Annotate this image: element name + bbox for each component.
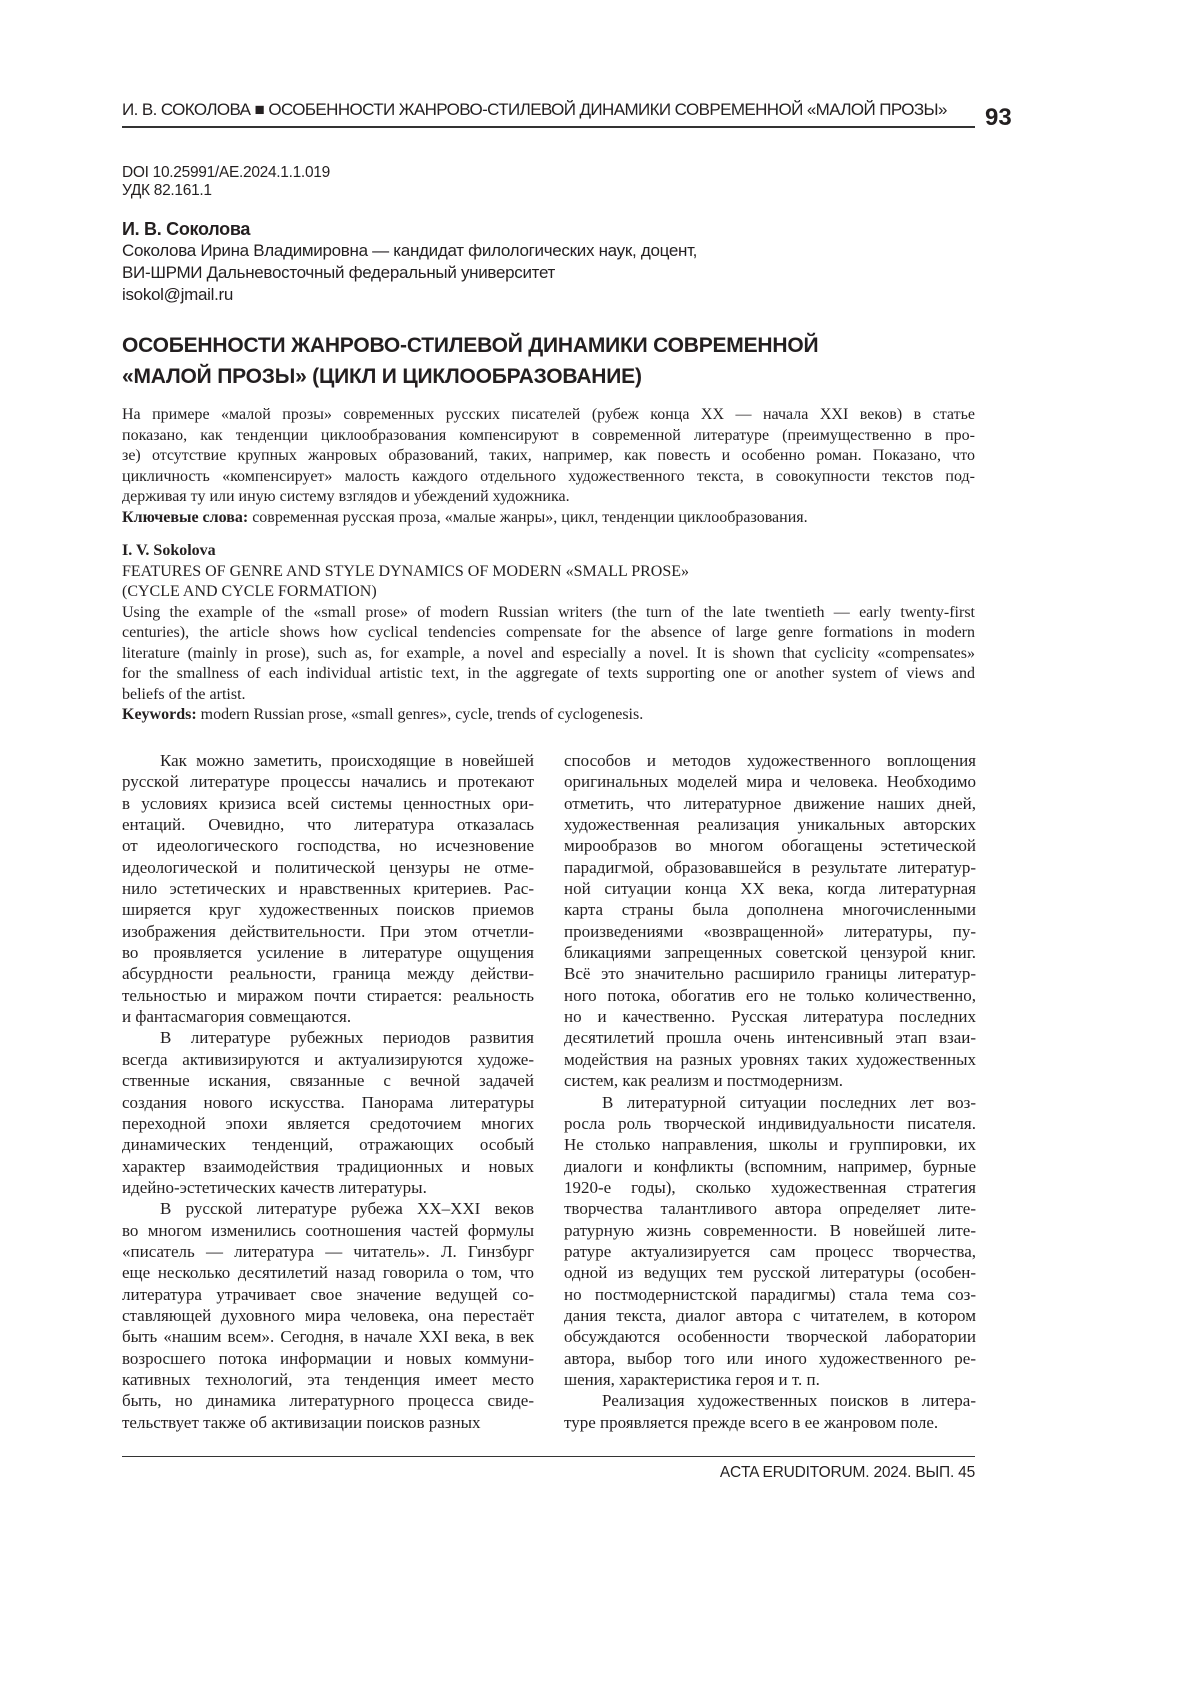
text-line: ратуре актуализируется сам процесс творчества,: [564, 1241, 976, 1262]
keywords-en: [122, 705, 975, 726]
text-line: кативных технологий, эта тенденция имеет место: [122, 1369, 534, 1390]
text-line: способов и методов художественного воплощения: [564, 750, 976, 771]
footer-journal: ACTA ERUDITORUM. 2024. ВЫП. 45: [720, 1464, 975, 1482]
text-line: возросшего потока информации и новых коммуни-: [122, 1348, 534, 1369]
paragraph: [122, 1027, 534, 1198]
footer-rule: [122, 1456, 975, 1457]
text-line: Всё это значительно расширило границы литератур-: [564, 963, 976, 984]
text-line: Как можно заметить, происходящие в новейшей: [122, 750, 534, 771]
text-line: диалоги и конфликты (вспомним, например, бурные: [564, 1156, 976, 1177]
text-line: русской литературе процессы начались и протекают: [122, 771, 534, 792]
text-line: динамических тенденций, отражающих особый: [122, 1134, 534, 1155]
title-en-line: FEATURES OF GENRE AND STYLE DYNAMICS OF MODERN «SMALL PROSE»: [122, 562, 975, 583]
text-line: «писатель — литература — читатель». Л. Гинзбург: [122, 1241, 534, 1262]
paragraph: [564, 1092, 976, 1391]
article-title: [122, 330, 818, 392]
paragraph: [564, 1390, 976, 1433]
keywords-label: Ключевые слова:: [122, 509, 248, 526]
text-line: дания текста, диалог автора с читателем, в котором: [564, 1305, 976, 1326]
text-line: идейно-эстетических качеств литературы.: [122, 1177, 534, 1198]
text-line: ратурную жизнь современности. В новейшей лите-: [564, 1220, 976, 1241]
text-line: держивая ту или иную систему взглядов и убеждений художника.: [122, 487, 975, 508]
paragraph: [122, 1198, 534, 1433]
text-line: отметить, что литературное движение наших дней,: [564, 793, 976, 814]
author-affiliation: ВИ-ШРМИ Дальневосточный федеральный университет: [122, 262, 697, 284]
text-line: нило эстетических и нравственных критериев. Рас-: [122, 878, 534, 899]
text-line: В литературной ситуации последних лет воз-: [564, 1092, 976, 1113]
text-line: обсуждаются особенности творческой лаборатории: [564, 1326, 976, 1347]
text-line: но постмодернистской парадигмы) стала тема соз-: [564, 1284, 976, 1305]
text-line: шения, характеристика героя и т. п.: [564, 1369, 976, 1390]
abstract-en: [122, 541, 975, 726]
text-line: переходной эпохи является средоточием многих: [122, 1113, 534, 1134]
text-line: Using the example of the «small prose» of modern Russian writers (the turn of the late twentieth — early twenty-first: [122, 603, 975, 624]
keywords-text: современная русская проза, «малые жанры», цикл, тенденции циклообразования.: [248, 509, 807, 526]
text-line: модействия на разных уровнях таких художественных: [564, 1049, 976, 1070]
text-line: показано, как тенденции циклообразования компенсируют в современной литературе (преимущественно в про-: [122, 426, 975, 447]
keywords-text: modern Russian prose, «small genres», cycle, trends of cyclogenesis.: [197, 706, 644, 723]
text-line: centuries), the article shows how cyclical tendencies compensate for the absence of large genre formations in modern: [122, 623, 975, 644]
text-line: автора, выбор того или иного художественного ре-: [564, 1348, 976, 1369]
text-line: абсурдности реальности, граница между действи-: [122, 963, 534, 984]
text-line: художественная реализация уникальных авторских: [564, 814, 976, 835]
text-line: идеологической и политической цензуры не отме-: [122, 857, 534, 878]
text-line: ного потока, обогатив его не только количественно,: [564, 985, 976, 1006]
author-block: [122, 218, 697, 306]
text-line: но и качественно. Русская литература последних: [564, 1006, 976, 1027]
text-line: от идеологического господства, но исчезновение: [122, 835, 534, 856]
text-line: beliefs of the artist.: [122, 685, 975, 706]
text-line: во проявляется усиление в литературе ощущения: [122, 942, 534, 963]
text-line: for the smallness of each individual artistic text, in the aggregate of texts supporting one or another system of views and: [122, 664, 975, 685]
text-line: ентаций. Очевидно, что литература отказалась: [122, 814, 534, 835]
text-line: росла роль творческой индивидуальности писателя.: [564, 1113, 976, 1134]
text-line: изображения действительности. При этом отчетли-: [122, 921, 534, 942]
title-line: ОСОБЕННОСТИ ЖАНРОВО-СТИЛЕВОЙ ДИНАМИКИ СОВРЕМЕННОЙ: [122, 330, 818, 361]
text-line: быть, но динамика литературного процесса свиде-: [122, 1390, 534, 1411]
title-line: «МАЛОЙ ПРОЗЫ» (ЦИКЛ И ЦИКЛООБРАЗОВАНИЕ): [122, 361, 818, 392]
text-line: произведениями «возвращенной» литературы, пу-: [564, 921, 976, 942]
text-line: оригинальных моделей мира и человека. Необходимо: [564, 771, 976, 792]
keywords-label: Keywords:: [122, 706, 197, 723]
text-line: ной ситуации конца XX века, когда литературная: [564, 878, 976, 899]
text-line: еще несколько десятилетий назад говорила о том, что: [122, 1262, 534, 1283]
author-name-en: I. V. Sokolova: [122, 541, 975, 562]
text-line: Реализация художественных поисков в литера-: [564, 1390, 976, 1411]
text-line: литература утрачивает свое значение ведущей со-: [122, 1284, 534, 1305]
text-line: во многом изменились соотношения частей формулы: [122, 1220, 534, 1241]
body-column-right: [564, 750, 976, 1433]
text-line: карта страны была дополнена многочисленными: [564, 899, 976, 920]
text-line: ширяется круг художественных поисков приемов: [122, 899, 534, 920]
text-line: систем, как реализм и постмодернизм.: [564, 1070, 976, 1091]
text-line: На примере «малой прозы» современных русских писателей (рубеж конца XX — начала XXI веков) в статье: [122, 405, 975, 426]
text-line: бликациями запрещенных советской цензурой книг.: [564, 942, 976, 963]
text-line: десятилетий прошла очень интенсивный этап взаи-: [564, 1027, 976, 1048]
text-line: 1920-е годы), сколько художественная стратегия: [564, 1177, 976, 1198]
text-line: ственные искания, связанные с вечной задачей: [122, 1070, 534, 1091]
running-head: И. В. СОКОЛОВА ■ ОСОБЕННОСТИ ЖАНРОВО-СТИЛЕВОЙ ДИНАМИКИ СОВРЕМЕННОЙ «МАЛОЙ ПРОЗЫ»: [122, 100, 975, 128]
keywords-ru: [122, 508, 975, 529]
text-line: В литературе рубежных периодов развития: [122, 1027, 534, 1048]
author-email: isokol@jmail.ru: [122, 284, 697, 306]
title-en-line: (CYCLE AND CYCLE FORMATION): [122, 582, 975, 603]
text-line: цикличность «компенсирует» малость каждого отдельного художественного текста, в совокупности текстов под-: [122, 467, 975, 488]
text-line: тельностью и миражом почти стирается: реальность: [122, 985, 534, 1006]
text-line: создания нового искусства. Панорама литературы: [122, 1092, 534, 1113]
text-line: в условиях кризиса всей системы ценностных ори-: [122, 793, 534, 814]
text-line: парадигмой, образовавшейся в результате литератур-: [564, 857, 976, 878]
text-line: творчества талантливого автора определяет лите-: [564, 1198, 976, 1219]
body-column-left: [122, 750, 534, 1433]
paragraph: [564, 750, 976, 1092]
text-line: тельствует также об активизации поисков разных: [122, 1412, 534, 1433]
text-line: быть «нашим всем». Сегодня, в начале XXI века, в век: [122, 1326, 534, 1347]
udk: УДК 82.161.1: [122, 182, 330, 200]
text-line: туре проявляется прежде всего в ее жанровом поле.: [564, 1412, 976, 1433]
author-full: Соколова Ирина Владимировна — кандидат филологических наук, доцент,: [122, 240, 697, 262]
article-meta: [122, 164, 330, 200]
page-number: 93: [985, 104, 1012, 132]
author-name: И. В. Соколова: [122, 218, 697, 240]
text-line: зе) отсутствие крупных жанровых образований, таких, например, как повесть и особенно роман. Показано, что: [122, 446, 975, 467]
doi: DOI 10.25991/AE.2024.1.1.019: [122, 164, 330, 182]
paragraph: [122, 750, 534, 1027]
abstract-ru: [122, 405, 975, 528]
text-line: ставляющей духовного мира человека, она перестаёт: [122, 1305, 534, 1326]
text-line: literature (mainly in prose), such as, for example, a novel and especially a novel. It is shown that cyclicity «compensates»: [122, 644, 975, 665]
text-line: В русской литературе рубежа XX–XXI веков: [122, 1198, 534, 1219]
text-line: мирообразов во многом обогащены эстетической: [564, 835, 976, 856]
text-line: одной из ведущих тем русской литературы (особен-: [564, 1262, 976, 1283]
text-line: и фантасмагория совмещаются.: [122, 1006, 534, 1027]
text-line: характер взаимодействия традиционных и новых: [122, 1156, 534, 1177]
text-line: Не столько направления, школы и группировки, их: [564, 1134, 976, 1155]
text-line: всегда активизируются и актуализируются художе-: [122, 1049, 534, 1070]
